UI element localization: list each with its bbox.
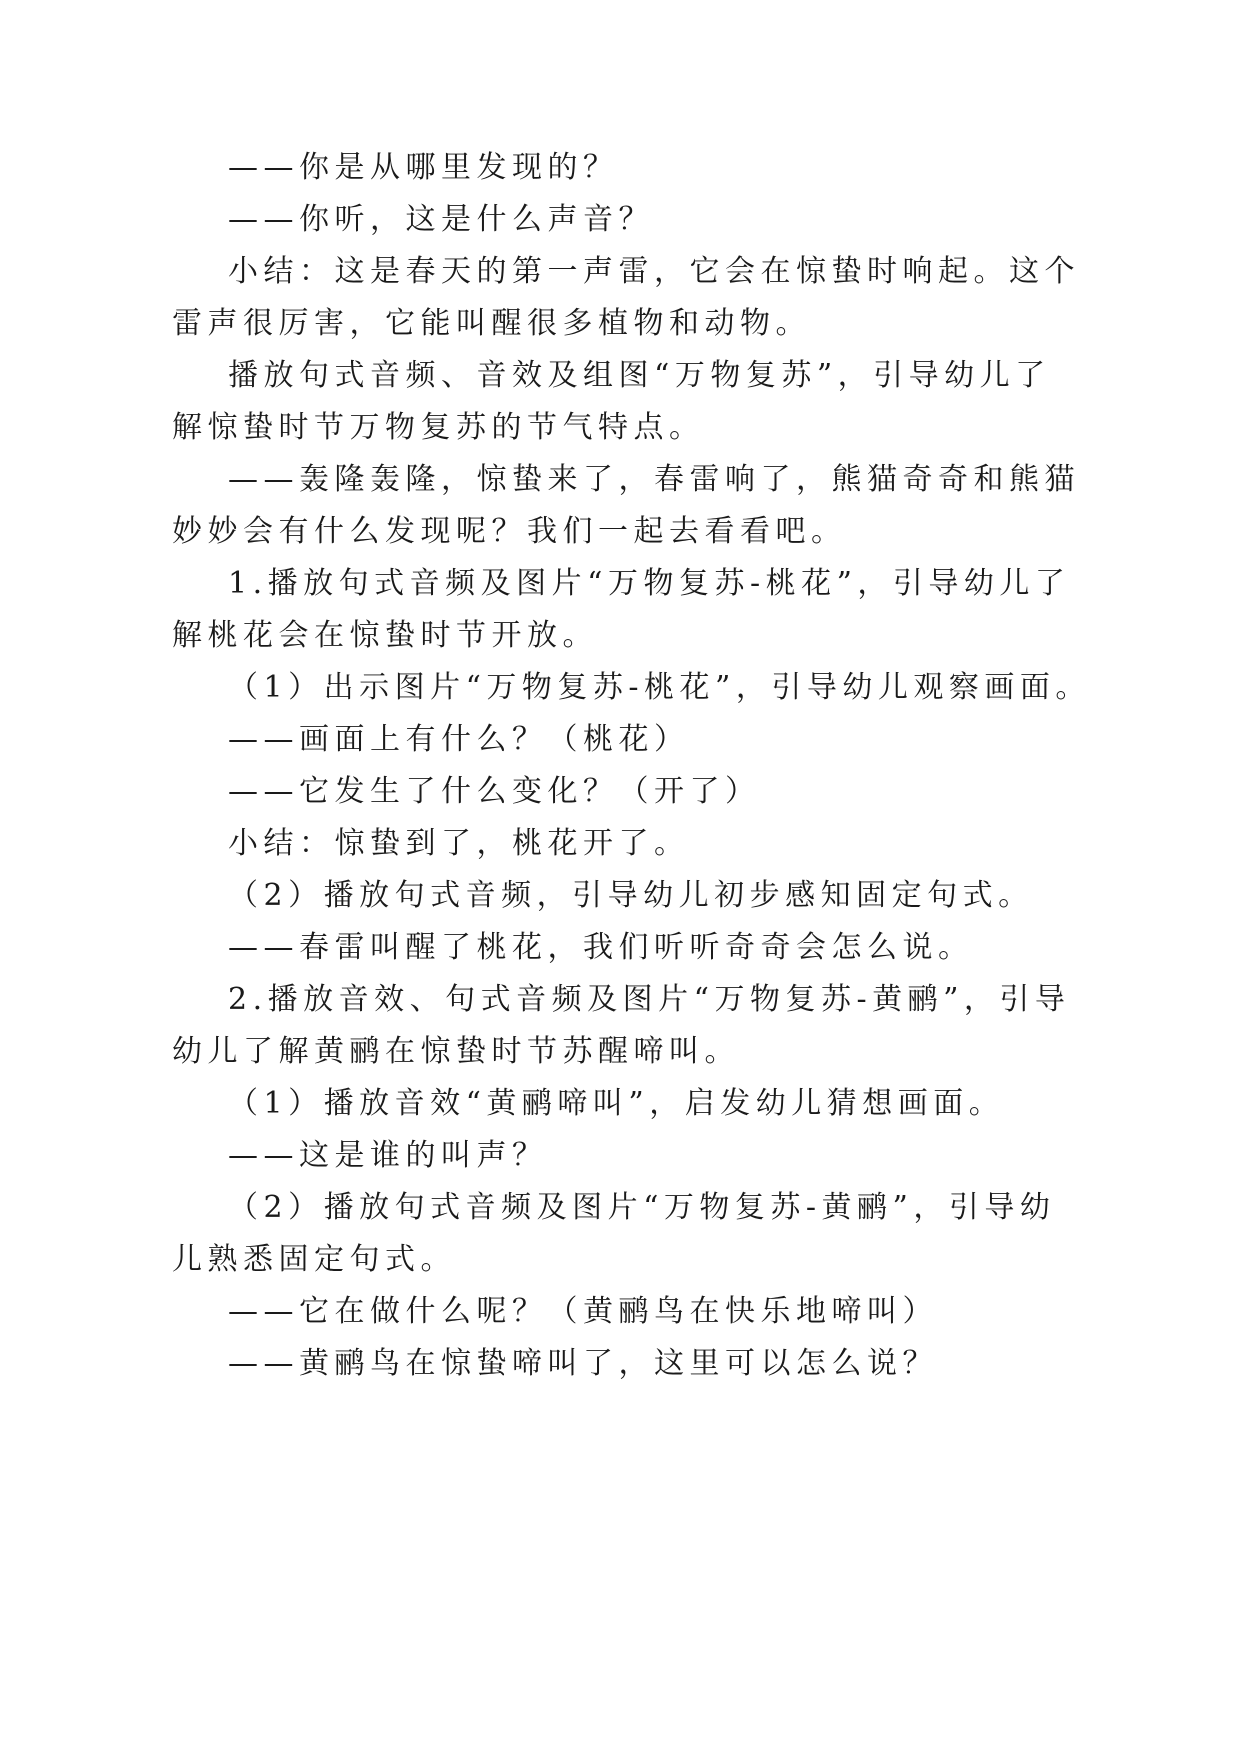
text-line: ——轰隆轰隆，惊蛰来了，春雷响了，熊猫奇奇和熊猫 <box>228 462 1080 497</box>
text-line: ——黄鹂鸟在惊蛰啼叫了，这里可以怎么说？ <box>228 1346 938 1381</box>
text-line: 儿熟悉固定句式。 <box>172 1242 456 1277</box>
text-line: 小结：惊蛰到了，桃花开了。 <box>228 826 690 861</box>
text-line: 2.播放音效、句式音频及图片“万物复苏-黄鹂”，引导 <box>228 982 1071 1017</box>
text-line: ——这是谁的叫声？ <box>228 1138 548 1173</box>
text-line: ——你是从哪里发现的？ <box>228 150 619 185</box>
text-line: （2）播放句式音频及图片“万物复苏-黄鹂”，引导幼 <box>228 1190 1056 1225</box>
text-line: 雷声很厉害，它能叫醒很多植物和动物。 <box>172 306 811 341</box>
text-line: ——它在做什么呢？（黄鹂鸟在快乐地啼叫） <box>228 1294 938 1329</box>
text-line: ——它发生了什么变化？（开了） <box>228 774 761 809</box>
text-line: 播放句式音频、音效及组图“万物复苏”，引导幼儿了 <box>228 358 1051 393</box>
text-line: 解惊蛰时节万物复苏的节气特点。 <box>172 410 705 445</box>
text-line: 小结：这是春天的第一声雷，它会在惊蛰时响起。这个 <box>228 254 1080 289</box>
text-line: 妙妙会有什么发现呢？我们一起去看看吧。 <box>172 514 847 549</box>
text-line: 1.播放句式音频及图片“万物复苏-桃花”，引导幼儿了 <box>228 566 1071 601</box>
text-line: ——春雷叫醒了桃花，我们听听奇奇会怎么说。 <box>228 930 974 965</box>
text-line: 解桃花会在惊蛰时节开放。 <box>172 618 598 653</box>
text-line: （1）播放音效“黄鹂啼叫”，启发幼儿猜想画面。 <box>228 1086 1005 1121</box>
text-line: （2）播放句式音频，引导幼儿初步感知固定句式。 <box>228 878 1034 913</box>
text-line: 幼儿了解黄鹂在惊蛰时节苏醒啼叫。 <box>172 1034 740 1069</box>
text-line: （1）出示图片“万物复苏-桃花”，引导幼儿观察画面。 <box>228 670 1091 705</box>
text-line: ——你听，这是什么声音？ <box>228 202 654 237</box>
text-line: ——画面上有什么？（桃花） <box>228 722 690 757</box>
